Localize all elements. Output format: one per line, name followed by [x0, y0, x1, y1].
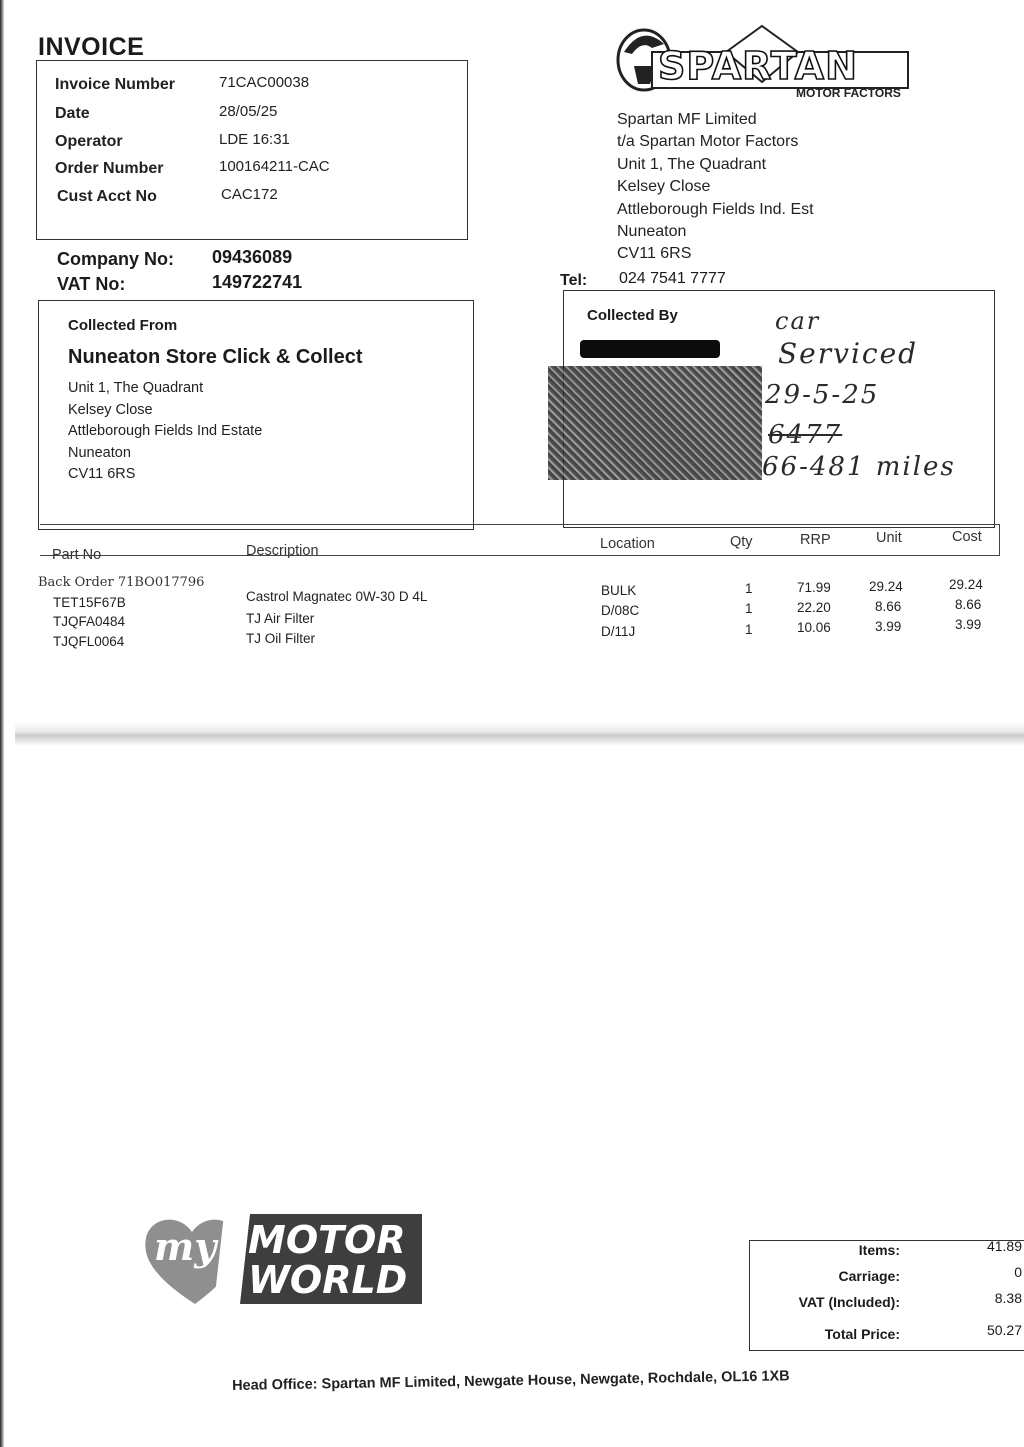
row-cost: 29.24 — [949, 577, 983, 592]
total-value: 8.38 — [994, 1290, 1022, 1306]
logo-my-text: my — [154, 1224, 217, 1269]
row-rrp: 10.06 — [797, 620, 831, 635]
row-description: TJ Oil Filter — [246, 631, 315, 646]
total-label: VAT (Included): — [798, 1294, 900, 1310]
address-line: Kelsey Close — [617, 178, 711, 196]
detail-label: Order Number — [55, 160, 164, 177]
detail-row — [55, 76, 355, 94]
handwritten-note-line: car — [775, 307, 821, 335]
row-part-no: TJQFA0484 — [53, 614, 126, 629]
row-unit: 3.99 — [875, 619, 902, 634]
supplier-address — [617, 109, 814, 266]
tel-value: 024 7541 7777 — [619, 270, 726, 287]
total-value: 0 — [1014, 1264, 1022, 1280]
total-label: Total Price: — [824, 1326, 900, 1342]
vat-no: 149722741 — [212, 272, 303, 292]
row-unit: 29.24 — [869, 579, 903, 594]
table-bottom-rule — [40, 555, 1000, 556]
row-location: D/08C — [601, 603, 640, 618]
footer-label: Head Office: — [232, 1376, 318, 1394]
row-qty: 1 — [745, 622, 753, 637]
row-part-no: TJQFL0064 — [53, 634, 125, 649]
spartan-tagline: MOTOR FACTORS — [796, 86, 901, 100]
total-label: Carriage: — [838, 1268, 900, 1284]
address-line: Spartan MF Limited — [617, 111, 757, 128]
row-part-no: TET15F67B — [53, 595, 126, 610]
handwritten-note-line: 66-481 miles — [762, 452, 956, 482]
collected-from-address — [68, 378, 262, 486]
address-line: Unit 1, The Quadrant — [68, 380, 204, 396]
collected-from-heading: Collected From — [68, 317, 178, 334]
row-description: Castrol Magnatec 0W-30 D 4L — [246, 589, 428, 604]
collected-by-heading: Collected By — [587, 307, 678, 324]
detail-label: Invoice Number — [55, 76, 176, 93]
row-location: D/11J — [601, 624, 636, 639]
total-value: 50.27 — [986, 1322, 1022, 1338]
detail-row — [55, 105, 355, 123]
handwritten-note-line: Serviced — [778, 337, 919, 370]
detail-label: Date — [55, 105, 90, 122]
row-cost: 8.66 — [955, 597, 982, 612]
total-value: 41.89 — [986, 1238, 1022, 1254]
detail-value: CAC172 — [221, 186, 278, 203]
scan-edge — [0, 0, 4, 1447]
address-line: Nuneaton — [68, 444, 131, 461]
detail-row — [55, 160, 355, 178]
detail-value: 71CAC00038 — [219, 74, 310, 91]
table-top-rule — [40, 524, 1000, 525]
detail-row — [55, 133, 355, 151]
detail-label: Operator — [55, 133, 123, 150]
logo-motor-text: MOTOR — [248, 1218, 406, 1262]
column-header-unit: Unit — [876, 530, 902, 546]
column-header-part-no: Part No — [52, 547, 102, 563]
company-no: 09436089 — [212, 247, 293, 267]
detail-label: Cust Acct No — [57, 188, 157, 205]
spartan-logo — [612, 22, 914, 102]
back-order-note: Back Order 71BO017796 — [38, 575, 205, 590]
address-line: t/a Spartan Motor Factors — [617, 133, 799, 151]
column-header-cost: Cost — [952, 529, 982, 545]
detail-row — [57, 188, 357, 206]
logo-world-text: WORLD — [248, 1258, 408, 1302]
detail-value: 100164211-CAC — [219, 158, 330, 175]
row-cost: 3.99 — [955, 617, 982, 632]
my-motor-world-logo — [140, 1208, 425, 1308]
address-line: Attleborough Fields Ind Estate — [68, 423, 263, 439]
column-header-rrp: RRP — [800, 532, 831, 548]
address-line: CV11 6RS — [617, 245, 692, 263]
address-line: Attleborough Fields Ind. Est — [617, 200, 814, 218]
row-location: BULK — [601, 583, 637, 598]
tel-label: Tel: — [560, 272, 588, 289]
footer-text: Spartan MF Limited, Newgate House, Newgate, Rochdale, OL16 1XB — [321, 1368, 790, 1393]
column-header-description: Description — [246, 543, 319, 559]
document-title: INVOICE — [38, 33, 145, 61]
redacted-name-bar — [580, 340, 720, 358]
spartan-brand: SPARTAN — [658, 44, 858, 88]
row-qty: 1 — [745, 601, 753, 616]
paper-fold-crease — [15, 722, 1024, 746]
handwritten-note-line: 6477 — [768, 420, 843, 450]
redacted-address-block — [548, 366, 762, 480]
footer — [232, 1368, 790, 1394]
row-description: TJ Air Filter — [246, 611, 315, 626]
column-header-qty: Qty — [730, 534, 753, 550]
address-line: Kelsey Close — [68, 401, 153, 418]
address-line: Unit 1, The Quadrant — [617, 155, 767, 173]
handwritten-note-line: 29-5-25 — [765, 380, 880, 410]
table-right-rule — [999, 524, 1000, 555]
row-qty: 1 — [745, 581, 753, 596]
total-label: Items: — [858, 1242, 900, 1258]
company-no-label: Company No: — [57, 249, 174, 269]
vat-no-label: VAT No: — [57, 274, 126, 294]
row-rrp: 71.99 — [797, 580, 831, 595]
address-line: Nuneaton — [617, 223, 687, 241]
detail-value: 28/05/25 — [219, 103, 278, 120]
detail-value: LDE 16:31 — [219, 131, 290, 148]
row-unit: 8.66 — [875, 599, 902, 614]
address-line: CV11 6RS — [68, 466, 136, 482]
collected-from-store: Nuneaton Store Click & Collect — [68, 346, 363, 368]
row-rrp: 22.20 — [797, 600, 831, 615]
column-header-location: Location — [600, 536, 655, 552]
